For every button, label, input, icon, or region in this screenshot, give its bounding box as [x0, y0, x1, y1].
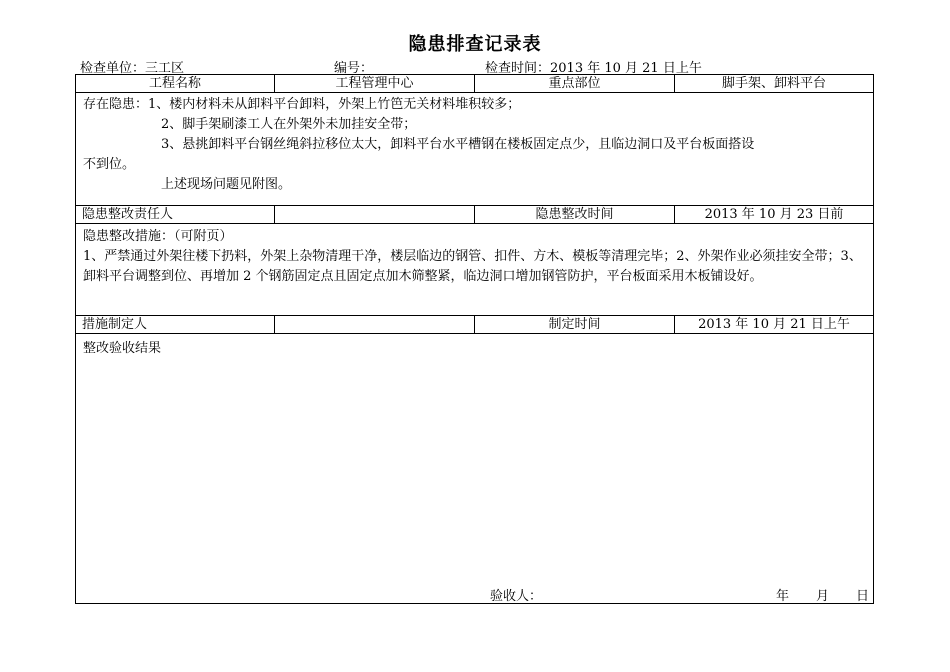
hazard-item-3: 3、悬挑卸料平台钢丝绳斜拉移位太大，卸料平台水平槽钢在楼板固定点少，且临边洞口及平台板面搭设 — [161, 137, 755, 152]
acceptance-year-label: 年 — [776, 589, 790, 604]
project-name-label: 工程名称 — [148, 76, 201, 91]
measures-maker-label: 措施制定人 — [82, 317, 148, 332]
measures-body: 1、严禁通过外架往楼下扔料，外架上杂物清理干净，楼层临边的钢管、扣件、方木、模板等清理完毕；2、外架作业必须挂安全带；3、卸料平台调整到位、再增加 2 个钢筋固定点且固定点加木筛整紧，临边洞口增加钢管防护，平台板面采用木板铺设好。 — [83, 249, 862, 284]
measures-maker-value — [274, 316, 474, 333]
hazard-note: 上述现场问题见附图。 — [161, 177, 292, 192]
measures-time-value: 2013 年 10 月 21 日上午 — [674, 316, 873, 333]
hazard-item-1: 存在隐患：1、楼内材料未从卸料平台卸料，外架上竹笆无关材料堆积较多； — [83, 97, 521, 112]
hazard-item-3-cont: 不到位。 — [83, 157, 136, 172]
record-number: 编号： — [334, 61, 374, 76]
rectify-row — [76, 206, 873, 224]
rectify-responsible-label: 隐患整改责任人 — [82, 207, 174, 222]
record-table — [75, 74, 874, 604]
rectify-responsible-value — [274, 206, 474, 223]
acceptance-heading: 整改验收结果 — [83, 341, 162, 356]
hazard-item-2: 2、脚手架刷漆工人在外架外未加挂安全带； — [161, 117, 417, 132]
project-name-value: 工程管理中心 — [274, 75, 474, 92]
measures-maker-row — [76, 316, 873, 334]
acceptance-inspector-label: 验收人： — [490, 589, 543, 604]
key-part-label: 重点部位 — [474, 75, 674, 92]
hazards-section — [76, 93, 873, 206]
acceptance-month-label: 月 — [816, 589, 830, 604]
inspection-time: 检查时间：2013 年 10 月 21 日上午 — [485, 61, 702, 76]
measures-time-label: 制定时间 — [474, 316, 674, 333]
key-part-value: 脚手架、卸料平台 — [674, 75, 873, 92]
rectify-time-value: 2013 年 10 月 23 日前 — [674, 206, 873, 223]
rectify-time-label: 隐患整改时间 — [474, 206, 674, 223]
project-row — [76, 75, 873, 93]
measures-section — [76, 224, 873, 316]
page-title: 隐患排查记录表 — [408, 34, 542, 55]
acceptance-section — [76, 334, 873, 603]
acceptance-day-label: 日 — [856, 589, 870, 604]
measures-heading: 隐患整改措施：（可附页） — [83, 229, 233, 244]
inspection-unit: 检查单位：三工区 — [80, 61, 185, 76]
